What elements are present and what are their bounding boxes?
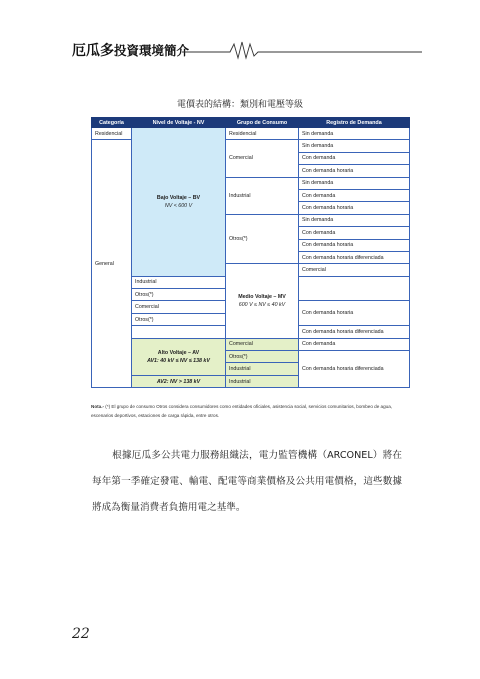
level-av2-range: AV2: NV > 138 kV xyxy=(132,375,226,387)
level-alto-voltaje xyxy=(132,338,226,375)
body-paragraph xyxy=(92,443,402,521)
header-nivel-voltaje: Nivel de Voltaje - NV xyxy=(132,118,226,128)
registro-cell: Con demanda xyxy=(299,189,410,201)
registro-cell: Con demanda horaria xyxy=(299,239,410,251)
registro-cell: Con demanda xyxy=(299,152,410,164)
group-industrial: Industrial xyxy=(132,276,226,288)
registro-cell: Con demanda horaria xyxy=(299,202,410,214)
level-bv-range: NV < 600 V xyxy=(164,202,193,209)
table-note xyxy=(91,402,411,420)
registro-cell: Sin demanda xyxy=(299,128,410,140)
group-comercial: Comercial xyxy=(226,140,299,177)
group-otros: Otros(*) xyxy=(226,351,299,363)
header-title xyxy=(72,40,189,60)
level-mv-name: Medio Voltaje – MV xyxy=(238,293,286,300)
registro-cell: Con demanda xyxy=(299,227,410,239)
registro-cell: Sin demanda xyxy=(299,140,410,152)
group-otros: Otros(*) xyxy=(132,313,226,325)
table-row xyxy=(92,338,410,350)
header-registro-demanda: Registro de Demanda xyxy=(299,118,410,128)
header-categoria: Categoría xyxy=(92,118,132,128)
header-title-main: 厄瓜多 xyxy=(72,43,114,59)
tariff-structure-table xyxy=(91,117,410,388)
table-row xyxy=(92,128,410,140)
group-otros: Otros(*) xyxy=(132,289,226,301)
level-medio-voltaje xyxy=(226,264,299,338)
header-wave-line xyxy=(182,40,422,60)
body-paragraph-text: 根據厄瓜多公共電力服務組織法，電力監管機構（ARCONEL）將在每年第一季確定發電、輸電、配電等商業價格及公共用電價格，這些數據將成為衡量消費者負擔用電之基準。 xyxy=(92,450,402,513)
category-general: General xyxy=(92,140,132,388)
header-grupo-consumo: Grupo de Consumo xyxy=(226,118,299,128)
group-comercial: Comercial xyxy=(226,338,299,350)
level-bv-name: Bajo Voltaje – BV xyxy=(156,194,201,201)
level-mv-range: 600 V ≤ NV ≤ 40 kV xyxy=(238,301,286,308)
level-av-name: Alto Voltaje – AV xyxy=(157,349,200,356)
table-caption: 電價表的結構：類別和電壓等級 xyxy=(176,100,303,110)
page-header xyxy=(72,40,422,60)
group-comercial: Comercial xyxy=(132,301,226,313)
registro-cell: Con demanda horaria diferenciada xyxy=(299,326,410,338)
registro-cell: Con demanda horaria xyxy=(299,165,410,177)
group-industrial xyxy=(132,326,226,338)
registro-cell: Con demanda horaria diferenciada xyxy=(299,351,410,388)
level-bajo-voltaje xyxy=(132,128,226,277)
header-title-sub: 投資環境簡介 xyxy=(114,43,190,58)
group-industrial: Industrial xyxy=(226,177,299,214)
note-text: (*) El grupo de consumo Otros considera consumidores como entidades oficiales, asistencia social, servicios comunitarios, bombeo de agua, escenarios deportivos, estaciones de carga rápida, entre otros. xyxy=(91,404,393,418)
registro-cell: Con demanda horaria diferenciada xyxy=(299,251,410,263)
group-residencial: Residencial xyxy=(226,128,299,140)
registro-cell: Sin demanda xyxy=(299,177,410,189)
group-industrial: Industrial xyxy=(226,375,299,387)
group-comercial: Comercial xyxy=(299,264,410,276)
registro-cell: Con demanda horaria xyxy=(299,301,410,326)
table-header-row xyxy=(92,118,410,128)
page-number: 22 xyxy=(72,626,90,642)
registro-cell: Con demanda xyxy=(299,338,410,350)
category-residencial: Residencial xyxy=(92,128,132,140)
group-otros: Otros(*) xyxy=(226,214,299,264)
level-av1-range: AV1: 40 kV ≤ NV ≤ 138 kV xyxy=(147,357,210,364)
note-label: Nota.- xyxy=(91,404,105,409)
registro-cell: Sin demanda xyxy=(299,214,410,226)
group-industrial: Industrial xyxy=(226,363,299,375)
